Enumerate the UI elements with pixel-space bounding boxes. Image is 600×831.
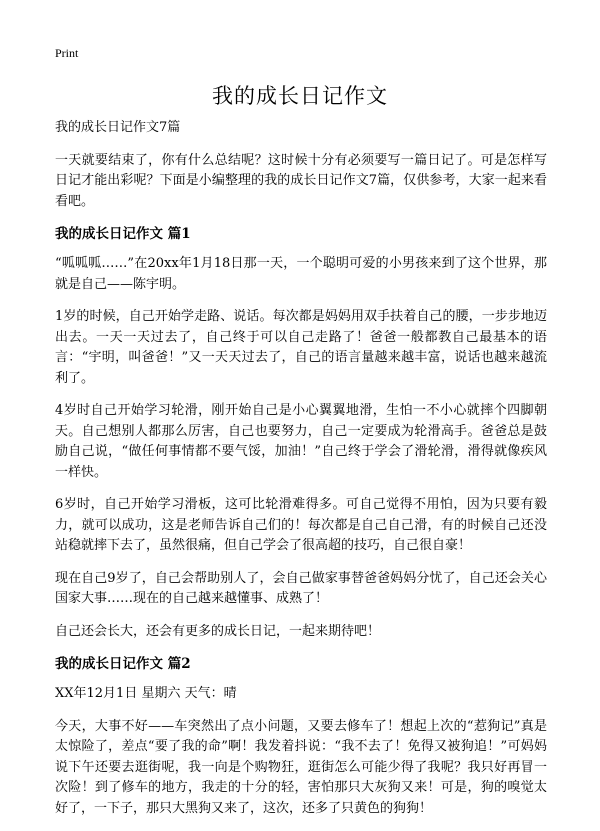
print-label[interactable]: Print xyxy=(55,46,79,60)
page-title: 我的成长日记作文 xyxy=(212,84,388,108)
paragraph: 今天，大事不好——车突然出了点小问题，又要去修车了！想起上次的“惹狗记”真是太惊险了，差点“要了我的命”啊！我发着抖说：“我不去了！免得又被狗追！”可妈妈说下午还要去逛街呢，我一向是个购物狂，逛街怎么可能少得了我呢？我只好再冒一次险！到了修车的地方，我走的十分的轻，害怕那只大灰狗又来！可是，狗的嗅觉太好了，一下子，那只大黑狗又来了，这次，还多了只黄色的狗狗！ xyxy=(55,718,547,816)
section-heading: 我的成长日记作文 篇2 xyxy=(55,656,191,672)
paragraph: 4岁时自己开始学习轮滑，刚开始自己是小心翼翼地滑，生怕一不小心就摔个四脚朝天。自己想别人都那么厉害，自己也要努力，自己一定要成为轮滑高手。爸爸总是鼓励自己说，“做任何事情都不要气馁，加油！”自己终于学会了滑轮滑，滑得就像疾风一样快。 xyxy=(55,403,547,480)
diary-date-line: XX年12月1日 星期六 天气：晴 xyxy=(55,686,237,701)
paragraph: 自己还会长大，还会有更多的成长日记，一起来期待吧！ xyxy=(55,623,381,639)
paragraph: 6岁时，自己开始学习滑板，这可比轮滑难得多。可自己觉得不用怕，因为只要有毅力，就可以成功，这是老师告诉自己们的！每次都是自己自己滑，有的时候自己还没站稳就摔下去了，虽然很痛，但自己学会了很高超的技巧，自己很自豪！ xyxy=(55,497,547,553)
article-body xyxy=(55,118,547,831)
article-subtitle: 我的成长日记作文7篇 xyxy=(55,120,181,135)
paragraph: “呱呱呱……”在20xx年1月18日那一天，一个聪明可爱的小男孩来到了这个世界，那就是自己——陈宇明。 xyxy=(55,256,547,292)
section-heading: 我的成长日记作文 篇1 xyxy=(55,226,191,242)
paragraph: 现在自己9岁了，自己会帮助别人了，会自己做家事替爸爸妈妈分忧了，自己还会关心国家大事……现在的自己越来越懂事、成熟了！ xyxy=(55,570,547,606)
intro-paragraph: 一天就要结束了，你有什么总结呢？这时候十分有必须要写一篇日记了。可是怎样写日记才能出彩呢？下面是小编整理的我的成长日记作文7篇，仅供参考，大家一起来看看吧。 xyxy=(55,152,547,209)
paragraph: 1岁的时候，自己开始学走路、说话。每次都是妈妈用双手扶着自己的腰，一步步地迈出去。一天一天过去了，自己终于可以自己走路了！爸爸一般都教自己最基本的语言：“宇明，叫爸爸！”又一天天过去了，自己的语言量越来越丰富，说话也越来越流利了。 xyxy=(55,309,547,386)
